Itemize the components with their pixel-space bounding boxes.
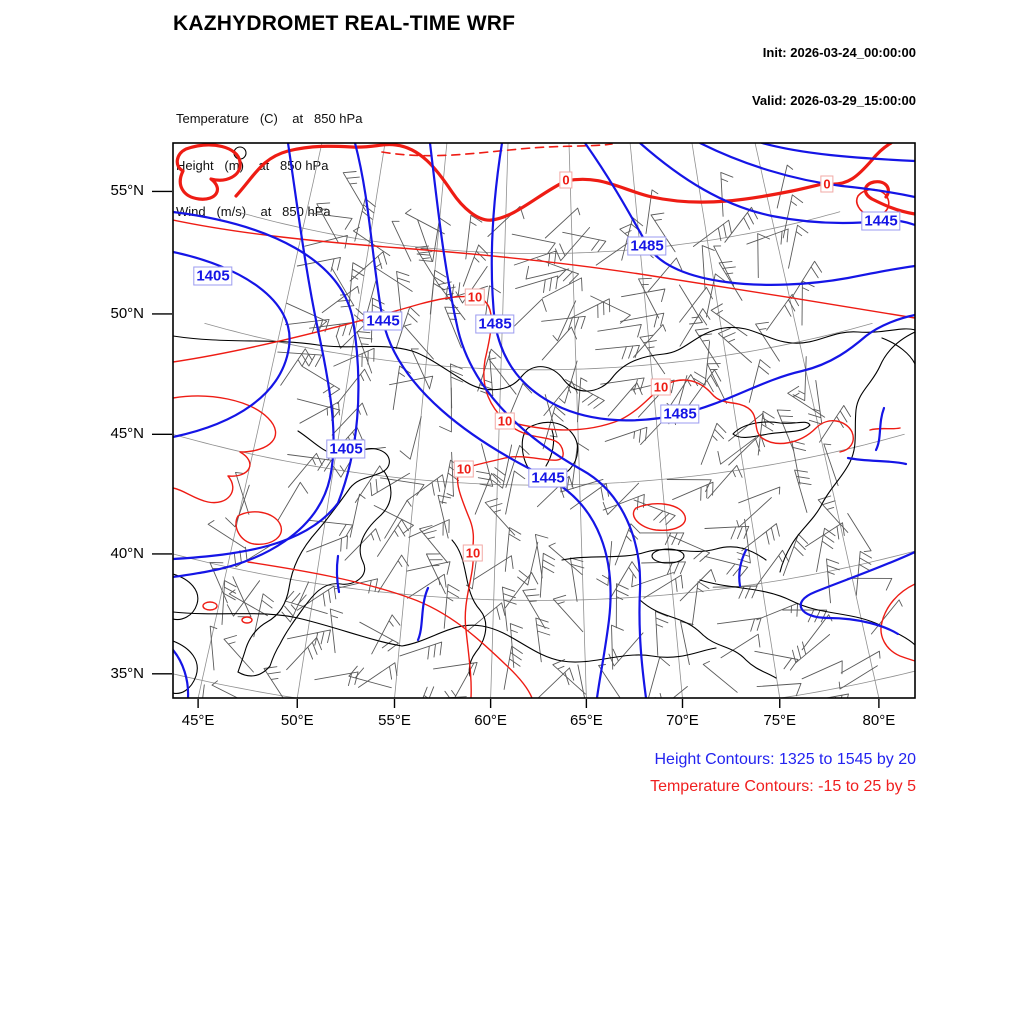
lon-tick-label: 65°E [570, 712, 603, 729]
lon-tick-label: 60°E [474, 712, 507, 729]
lat-tick-label: 45°N [110, 425, 144, 443]
temperature-contour-label: 10 [651, 379, 671, 396]
lon-tick-label: 70°E [666, 712, 699, 729]
lon-tick-label: 55°E [378, 712, 411, 729]
lon-tick-label: 45°E [181, 712, 215, 729]
legend-line-temperature: Temperature (C) at 850 hPa [176, 111, 363, 126]
page-title: KAZHYDROMET REAL-TIME WRF [173, 12, 516, 35]
temperature-contour-label: 0 [559, 172, 572, 189]
temperature-contour-label: 0 [820, 176, 833, 193]
legend-line-height: Height (m) at 850 hPa [176, 157, 329, 173]
lon-tick-label: 80°E [862, 712, 896, 729]
temperature-contour-label: 10 [495, 413, 515, 430]
axis-ticks [152, 191, 879, 708]
height-contour-label: 1485 [475, 315, 514, 334]
temperature-contour-label: 10 [465, 289, 485, 306]
lat-tick-label: 55°N [110, 182, 144, 200]
lon-tick-label: 75°E [763, 712, 797, 729]
temperature-contour-range-note: Temperature Contours: -15 to 25 by 5 [650, 778, 916, 795]
lat-tick-label: 40°N [110, 544, 144, 562]
height-contour-label: 1405 [326, 440, 365, 459]
height-contour-label: 1445 [363, 312, 402, 331]
lat-tick-label: 50°N [110, 304, 144, 322]
temperature-contour-label: 10 [463, 545, 483, 562]
valid-time: Valid: 2026-03-29_15:00:00 [751, 93, 916, 108]
height-contour-label: 1445 [861, 212, 900, 231]
lat-tick-label: 35°N [110, 664, 144, 682]
height-contour-label: 1485 [660, 405, 699, 424]
lon-tick-label: 50°E [280, 712, 314, 729]
legend-line-wind: Wind (m/s) at 850 hPa [176, 204, 331, 219]
height-contour-range-note: Height Contours: 1325 to 1545 by 20 [654, 751, 916, 768]
height-contour-label: 1405 [193, 267, 232, 286]
height-contour-label: 1485 [627, 237, 666, 256]
height-contour-label: 1445 [528, 469, 567, 488]
temperature-contour-label: 10 [454, 461, 474, 478]
init-time: Init: 2026-03-24_00:00:00 [762, 45, 916, 60]
